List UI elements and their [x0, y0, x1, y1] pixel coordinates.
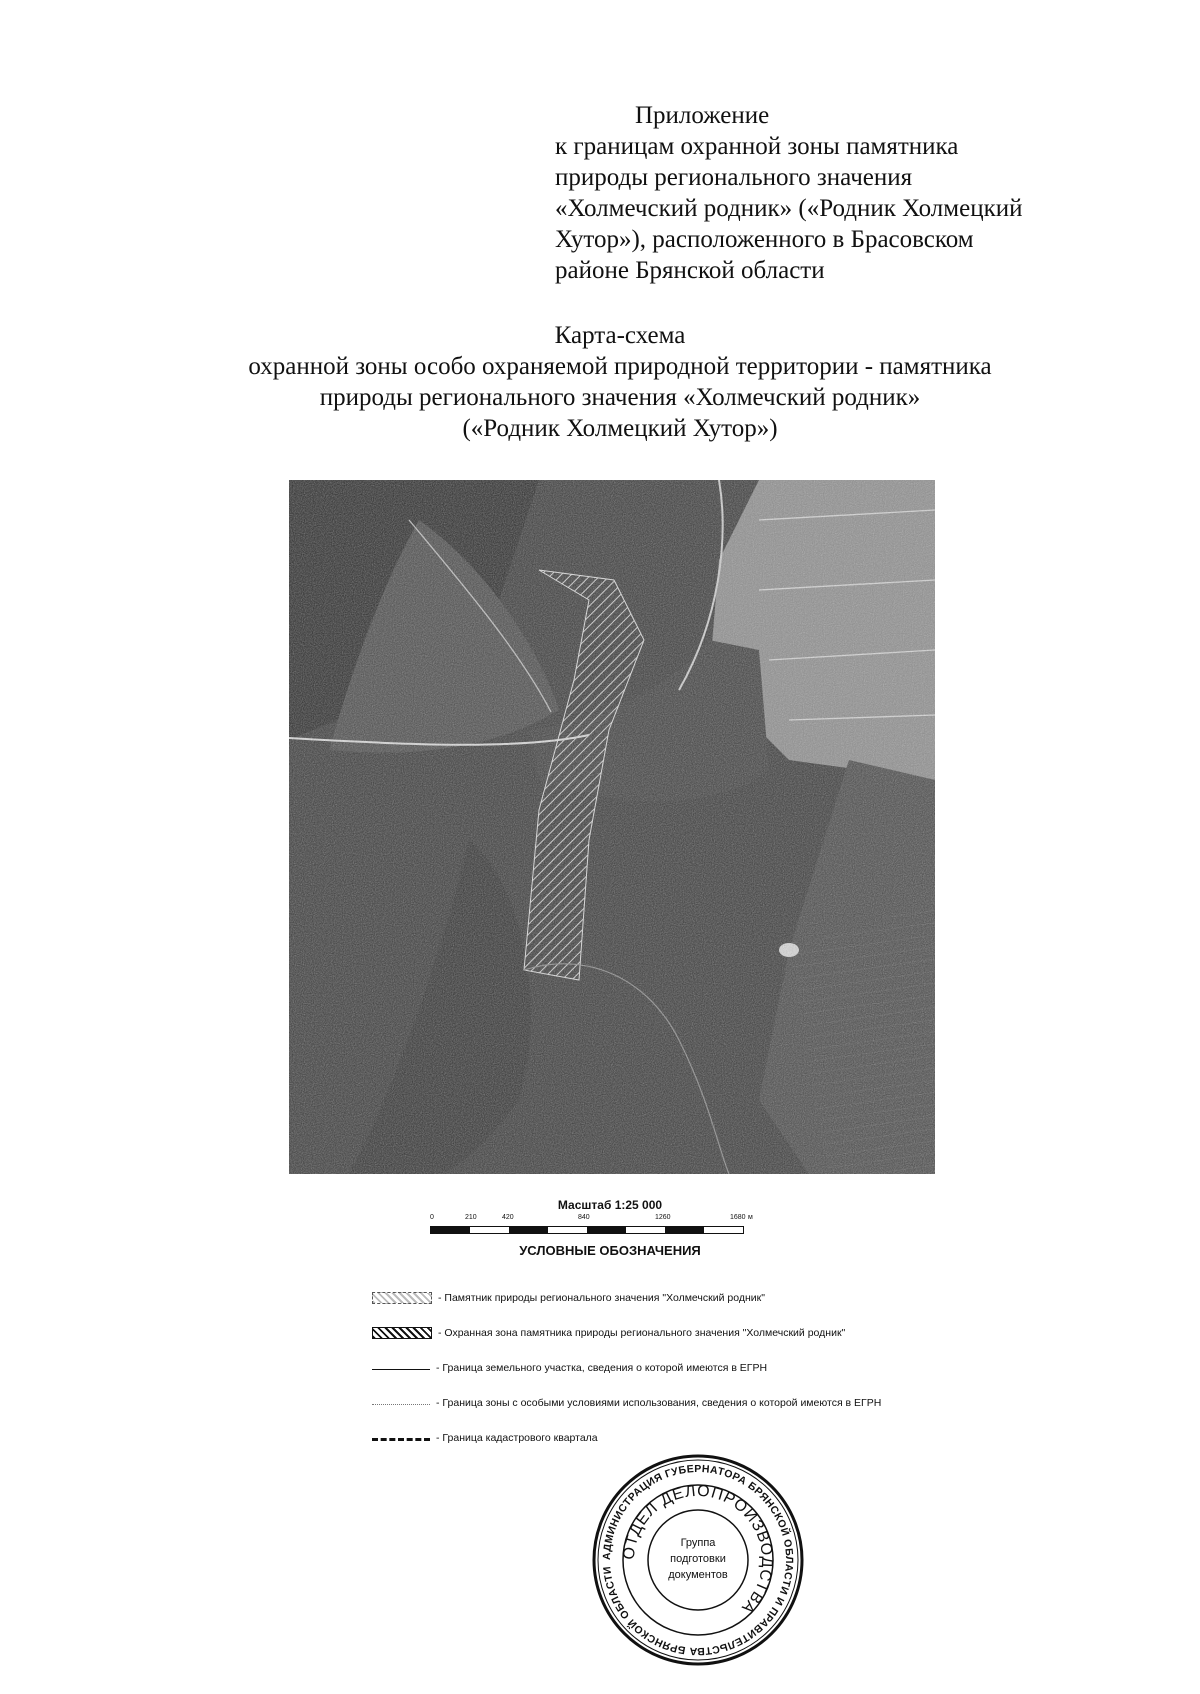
scale-tick: 210: [465, 1214, 477, 1221]
stamp-outer-text: АДМИНИСТРАЦИЯ ГУБЕРНАТОРА БРЯНСКОЙ ОБЛАСТИ И ПРАВИТЕЛЬСТВА БРЯНСКОЙ ОБЛАСТИ: [600, 1462, 796, 1658]
stamp-inner-text: ОТДЕЛ ДЕЛОПРОИЗВОДСТВА: [620, 1482, 776, 1617]
scale-label: Масштаб 1:25 000: [557, 1198, 663, 1212]
map-title: [180, 320, 1060, 444]
title-line: («Родник Холмецкий Хутор»): [462, 415, 778, 442]
scale-segments: [430, 1226, 744, 1234]
legend-label: - Граница земельного участка, сведения о которой имеются в ЕГРН: [436, 1362, 768, 1374]
legend-item-land: [372, 1360, 992, 1376]
appendix-line: к границам охранной зоны памятника: [555, 133, 959, 160]
dashed-line-symbol-icon: [372, 1438, 430, 1441]
legend-title: УСЛОВНЫЕ ОБОЗНАЧЕНИЯ: [519, 1243, 701, 1258]
stamp-seal-icon: [590, 1452, 806, 1668]
scale-tick: 1680: [730, 1214, 746, 1221]
scale-tick: 1260: [655, 1214, 671, 1221]
title-line: охранной зоны особо охраняемой природной территории - памятника: [248, 353, 992, 380]
stamp-center-line: подготовки: [670, 1553, 726, 1565]
stamp-center-line: Группа: [680, 1537, 716, 1549]
appendix-line: природы регионального значения: [555, 164, 913, 191]
svg-text:ОТДЕЛ ДЕЛОПРОИЗВОДСТВА: [621, 1483, 775, 1617]
office-stamp: [590, 1452, 806, 1668]
scale-tick: 420: [502, 1214, 514, 1221]
appendix-line: районе Брянской области: [555, 257, 825, 284]
zone-hatch-symbol-icon: [372, 1327, 432, 1339]
appendix-block: [555, 100, 1075, 286]
legend-item-special: [372, 1395, 992, 1411]
appendix-line: «Холмечский родник» («Родник Холмецкий: [555, 195, 1023, 222]
legend-label: - Памятник природы регионального значения "Холмечский родник": [438, 1292, 765, 1304]
stamp-center-line: документов: [668, 1569, 728, 1581]
scale-ticks: [430, 1214, 790, 1226]
legend-label: - Граница зоны с особыми условиями использования, сведения о которой имеются в ЕГРН: [436, 1397, 882, 1409]
dotted-line-symbol-icon: [372, 1404, 430, 1405]
legend-label: - Граница кадастрового квартала: [436, 1432, 598, 1444]
scale-tick: 840: [578, 1214, 590, 1221]
scale-unit: м: [748, 1214, 753, 1221]
appendix-line: Хутор»), расположенного в Брасовском: [555, 226, 974, 253]
scale-tick: 0: [430, 1214, 434, 1221]
legend-item-cadastral: [372, 1430, 992, 1446]
appendix-heading: Приложение: [635, 102, 770, 129]
legend-item-zone: [372, 1325, 992, 1341]
map-graphic: [289, 480, 935, 1174]
scale-bar: [430, 1198, 790, 1234]
solid-line-symbol-icon: [372, 1369, 430, 1370]
satellite-map-image: [289, 480, 935, 1174]
legend-item-monument: [372, 1290, 992, 1306]
legend: [372, 1290, 992, 1465]
monument-symbol-icon: [372, 1292, 432, 1304]
title-line: природы регионального значения «Холмечский родник»: [319, 384, 921, 411]
legend-label: - Охранная зона памятника природы регионального значения "Холмечский родник": [438, 1327, 846, 1339]
title-line: Карта-схема: [554, 322, 686, 349]
